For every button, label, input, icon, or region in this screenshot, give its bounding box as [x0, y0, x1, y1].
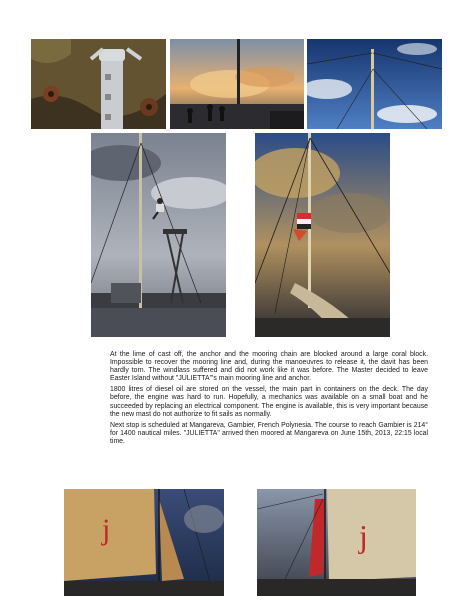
- paragraph-cast-off: At the lime of cast off, the anchor and the mooring chain are blocked around a large coral block. Impossible to recover the mooring line and, during the manoeuvres to release it, the davit has been hardly torn. The windlass suffered and did not work like it was before. The Master decided to leave Easter Island without "JULIETTA"'s main mooring line and anchor.: [110, 351, 428, 383]
- photo-mast-fitting: [31, 39, 166, 129]
- svg-text:j: j: [102, 513, 111, 546]
- photo-harbour-sunset: [170, 39, 304, 129]
- paragraph-diesel: 1800 litres of diesel oil are stored on the vessel, the main part in containers on the deck. The day before, the engine was hard to run. Hopefully, a mechanics was available on a small boat and he succeeded by replacing an electrical component. The engine is available, this is very important because the new mast do not authorize to fit sails as normally.: [110, 386, 428, 418]
- photo-sails-left: [64, 489, 224, 596]
- photo-mast-flags: [255, 133, 390, 337]
- photo-mast-blue-sky: [307, 39, 442, 129]
- svg-text:j: j: [359, 518, 368, 554]
- photo-mast-climb: [91, 133, 226, 337]
- paragraph-next-stop: Next stop is scheduled at Mangareva, Gambier, French Polynesia. The course to reach Gambier is 214° for 1400 nautical miles. "JULIETTA" arrived then moored at Mangareva on June 15th, 2013, 22:15 local time.: [110, 421, 428, 445]
- body-text: [110, 351, 428, 449]
- photo-sails-right: [257, 489, 416, 596]
